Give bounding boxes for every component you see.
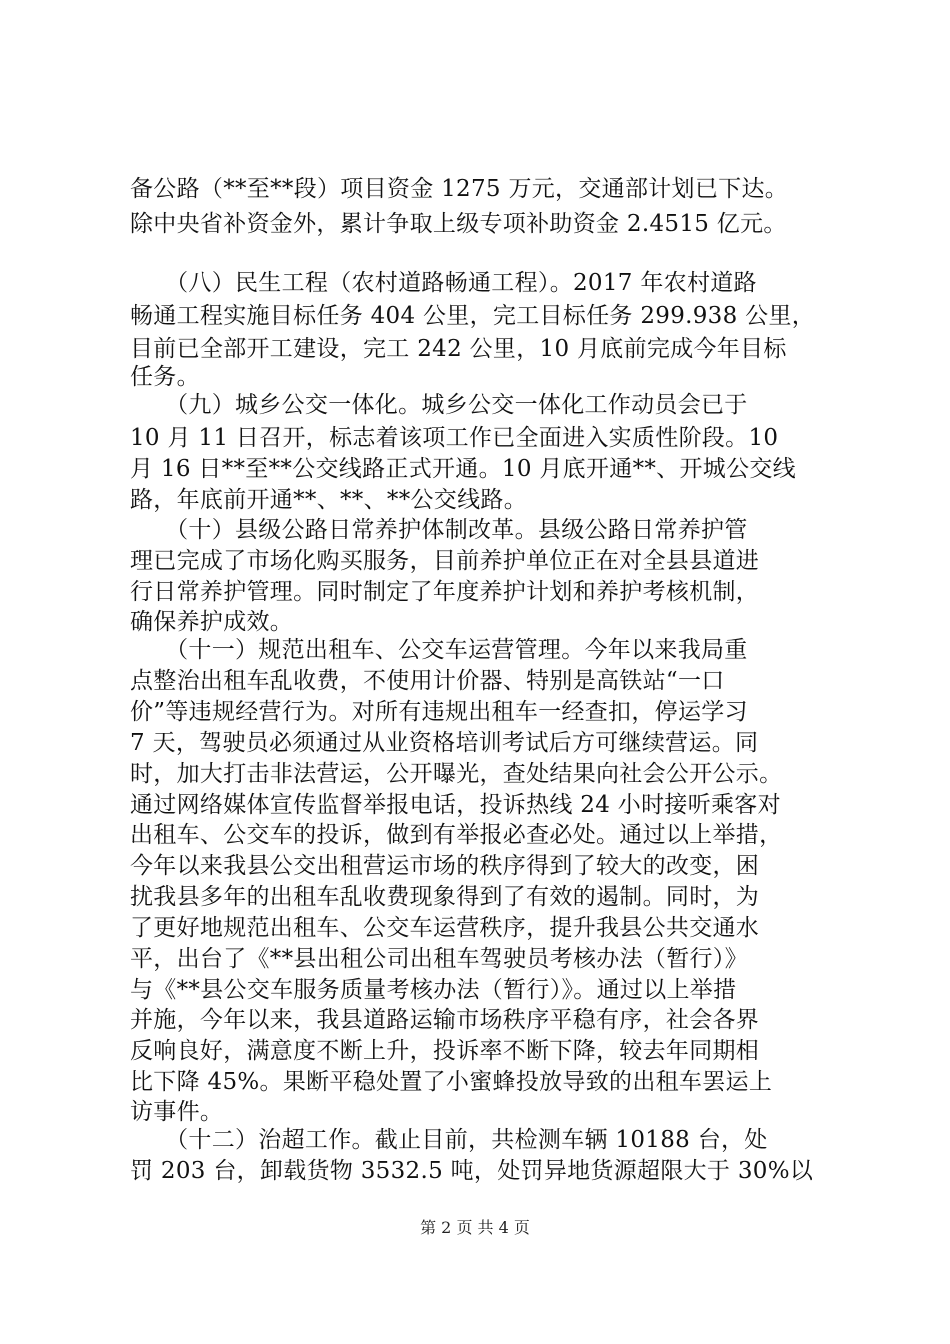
text-line: （十二）治超工作。截止目前，共检测车辆 10188 台，处	[130, 1127, 768, 1153]
text-line: 了更好地规范出租车、公交车运营秩序，提升我县公共交通水	[130, 915, 760, 941]
text-line: 今年以来我县公交出租营运市场的秩序得到了较大的改变，困	[130, 853, 760, 879]
text-line: 扰我县多年的出租车乱收费现象得到了有效的遏制。同时，为	[130, 884, 760, 910]
text-line: 行日常养护管理。同时制定了年度养护计划和养护考核机制，	[130, 579, 760, 605]
text-line: 任务。	[130, 364, 200, 390]
text-line: 10 月 11 日召开，标志着该项工作已全面进入实质性阶段。10	[130, 425, 779, 451]
page-footer: 第 2 页 共 4 页	[420, 1218, 530, 1237]
text-line: 月 16 日**至**公交线路正式开通。10 月底开通**、开城公交线	[130, 456, 796, 482]
text-line: 确保养护成效。	[130, 609, 294, 635]
text-line: 出租车、公交车的投诉，做到有举报必查必处。通过以上举措，	[130, 822, 783, 848]
text-line: 访事件。	[130, 1099, 224, 1125]
text-line: 反响良好，满意度不断上升，投诉率不断下降，较去年同期相	[130, 1038, 760, 1064]
text-line: （八）民生工程（农村道路畅通工程）。2017 年农村道路	[130, 270, 757, 296]
text-line: 除中央省补资金外，累计争取上级专项补助资金 2.4515 亿元。	[130, 211, 787, 237]
text-line: 与《**县公交车服务质量考核办法（暂行）》。通过以上举措	[130, 977, 737, 1003]
text-line: 通过网络媒体宣传监督举报电话，投诉热线 24 小时接听乘客对	[130, 792, 781, 818]
text-line: 畅通工程实施目标任务 404 公里，完工目标任务 299.938 公里，	[130, 303, 816, 329]
text-line: （十一）规范出租车、公交车运营管理。今年以来我局重	[130, 637, 748, 663]
text-line: 时，加大打击非法营运，公开曝光，查处结果向社会公开公示。	[130, 761, 783, 787]
text-line: 比下降 45%。果断平稳处置了小蜜蜂投放导致的出租车罢运上	[130, 1069, 773, 1095]
text-line: 平，出台了《**县出租公司出租车驾驶员考核办法（暂行）》	[130, 946, 748, 972]
text-line: 罚 203 台，卸载货物 3532.5 吨，处罚异地货源超限大于 30%以	[130, 1158, 814, 1184]
text-line: （十）县级公路日常养护体制改革。县级公路日常养护管	[130, 517, 748, 543]
text-line: 备公路（**至**段）项目资金 1275 万元，交通部计划已下达。	[130, 176, 789, 202]
text-line: 理已完成了市场化购买服务，目前养护单位正在对全县县道进	[130, 548, 760, 574]
text-line: 目前已全部开工建设，完工 242 公里，10 月底前完成今年目标	[130, 336, 787, 362]
text-line: 点整治出租车乱收费，不使用计价器、特别是高铁站“一口	[130, 668, 725, 694]
text-line: 价”等违规经营行为。对所有违规出租车一经查扣，停运学习	[130, 699, 748, 725]
text-line: 并施，今年以来，我县道路运输市场秩序平稳有序，社会各界	[130, 1007, 760, 1033]
text-line: 7 天，驾驶员必须通过从业资格培训考试后方可继续营运。同	[130, 730, 759, 756]
text-line: （九）城乡公交一体化。城乡公交一体化工作动员会已于	[130, 392, 748, 418]
text-line: 路，年底前开通**、**、**公交线路。	[130, 487, 527, 513]
